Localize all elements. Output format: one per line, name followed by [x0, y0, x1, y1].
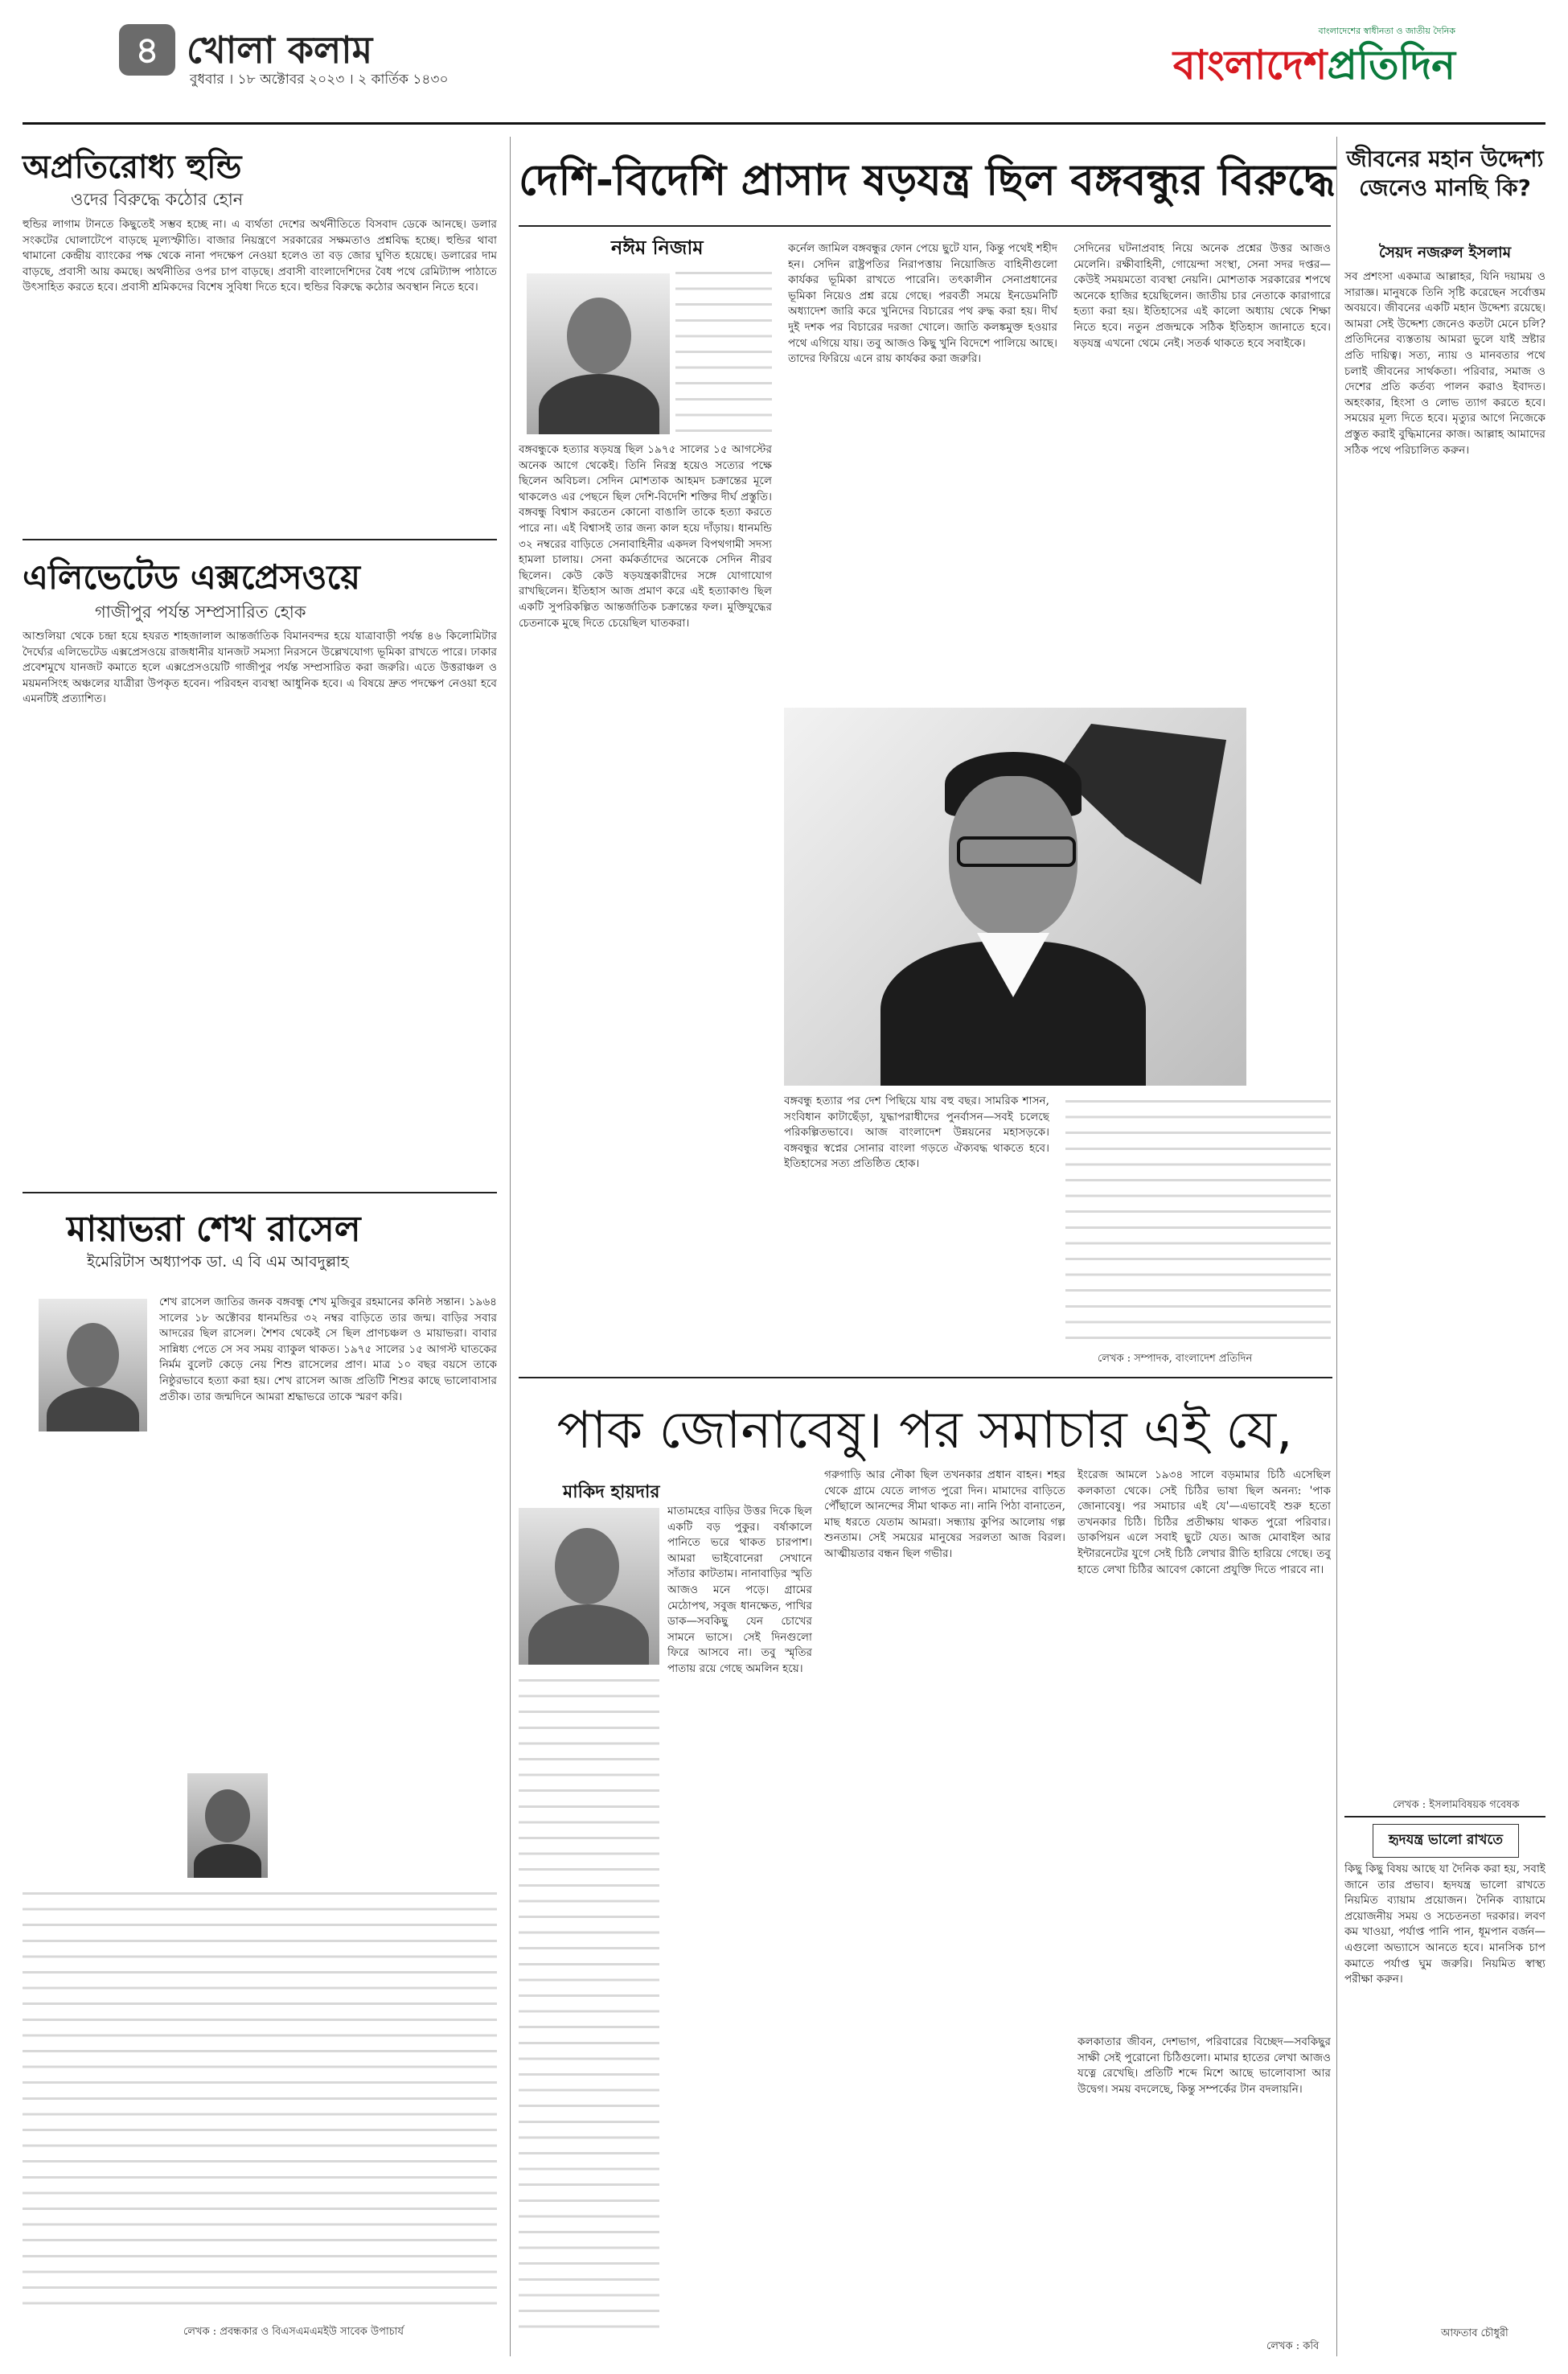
column-divider: [1336, 137, 1337, 2356]
right-column: [1344, 137, 1545, 2356]
main-body-col1: বঙ্গবন্ধুকে হত্যার ষড়যন্ত্র ছিল ১৯৭৫ সালের ১৫ আগস্টের অনেক আগে থেকেই। তিনি নিরস্ত্র হয়েও সত্যের পক্ষে ছিলেন অবিচল। সেদিন মোশতাক আহমদ চক্রান্তের মূলে থাকলেও এর পেছনে ছিল দেশি-বিদেশি শক্তির দীর্ঘ প্রস্তুতি। বঙ্গবন্ধু বিশ্বাস করতেন কোনো বাঙালি তাকে হত্যা করতে পারে না। এই বিশ্বাসই তার জন্য কাল হয়ে দাঁড়ায়। ধানমন্ডি ৩২ নম্বরের বাড়িতে সেনাবাহিনীর একদল বিপথগামী সদস্য হামলা চালায়। সেনা কর্মকর্তাদের অনেকে সেদিন নীরব ছিলেন। কেউ কেউ ষড়যন্ত্রকারীদের সঙ্গে যোগাযোগ রাখছিলেন। ইতিহাস আজ প্রমাণ করে এই হত্যাকাণ্ড ছিল একটি সুপরিকল্পিত আন্তর্জাতিক চক্রান্তের ফল। মুক্তিযুদ্ধের চেতনাকে মুছে দিতে চেয়েছিল ঘাতকরা।: [519, 443, 772, 630]
article3-signoff: লেখক : প্রবন্ধকার ও বিএসএমএমইউ সাবেক উপাচার্য: [183, 2326, 404, 2338]
page-number: ৪: [135, 28, 159, 72]
bottom-divider: [519, 1377, 1332, 1378]
divider: [1344, 1816, 1545, 1817]
right-author: সৈয়দ নজরুল ইসলাম: [1378, 244, 1512, 261]
article2-body: আশুলিয়া থেকে চন্দ্রা হয়ে হযরত শাহজালাল আন্তর্জাতিক বিমানবন্দর হয়ে যাত্রাবাড়ী পর্যন্ত ৪৬ কিলোমিটার দৈর্ঘ্যের এলিভেটেড এক্সপ্রেসওয়ে রাজধানীর যানজট সমস্যা নিরসনে উল্লেখযোগ্য ভূমিকা রাখতে পারে। ঢাকার প্রবেশমুখে যানজট কমাতে হলে এক্সপ্রেসওয়েটি গাজীপুর পর্যন্ত সম্প্রসারিত করা জরুরি। এতে উত্তরাঞ্চল ও ময়মনসিংহ অঞ্চলের যাত্রীরা উপকৃত হবেন। পরিবহন ব্যবস্থা আধুনিক হবে। এ বিষয়ে দ্রুত পদক্ষেপ নেওয়া হবে এমনটিই প্রত্যাশিত।: [23, 630, 497, 706]
masthead-tagline: বাংলাদেশের স্বাধীনতা ও জাতীয় দৈনিক: [1318, 26, 1455, 36]
masthead-part1: বাংলাদেশ: [1172, 42, 1328, 88]
right-body: সব প্রশংসা একমাত্র আল্লাহর, যিনি দয়াময় ও সারাজ্ঞ। মানুষকে তিনি সৃষ্টি করেছেন সর্বোত্তম অবয়বে। জীবনের একটি মহান উদ্দেশ্য রয়েছে। আমরা সেই উদ্দেশ্য জেনেও কতটা মেনে চলি? প্রতিদিনের ব্যস্ততায় আমরা ভুলে যাই স্রষ্টার প্রতি দায়িত্ব। সত্য, ন্যায় ও মানবতার পথে চলাই জীবনের সার্থকতা। পরিবার, সমাজ ও দেশের প্রতি কর্তব্য পালন করাও ইবাদত। অহংকার, হিংসা ও লোভ ত্যাগ করতে হবে। সময়ের মূল্য দিতে হবে। মৃত্যুর আগে নিজেকে প্রস্তুত করাই বুদ্ধিমানের কাজ। আল্লাহ আমাদের সঠিক পথে পরিচালিত করুন।: [1344, 270, 1545, 457]
author-shoulders: [47, 1387, 139, 1431]
article3-title: মায়াভরা শেখ রাসেল: [67, 1209, 361, 1250]
bottom-body-col1b: [519, 1673, 659, 2340]
child-shoulders: [194, 1844, 261, 1878]
main-body-col4: বঙ্গবন্ধু হত্যার পর দেশ পিছিয়ে যায় বহু বছর। সামরিক শাসন, সংবিধান কাটাছেঁড়া, যুদ্ধাপরাধীদের পুনর্বাসন—সবই চলেছে পরিকল্পিতভাবে। আজ বাংলাদেশ উন্নয়নের মহাসড়কে। বঙ্গবন্ধুর স্বপ্নের সোনার বাংলা গড়তে ঐক্যবদ্ধ থাকতে হবে। ইতিহাসের সত্য প্রতিষ্ঠিত হোক।: [784, 1095, 1049, 1171]
article1-body: হুন্ডির লাগাম টানতে কিছুতেই সম্ভব হচ্ছে না। এ ব্যর্থতা দেশের অর্থনীতিতে বিসবাদ ডেকে আনছে। ডলার সংকটের ঘোলাটেপে বাড়ছে মূল্যস্ফীতি। বাজার নিয়ন্ত্রণে সরকারের সক্ষমতাও প্রশ্নবিদ্ধ হচ্ছে। হুন্ডির থাবা থামানো কেন্দ্রীয় ব্যাংকের পক্ষ থেকে নানা পদক্ষেপ নেওয়া হলেও তা বড় জোর ঘুণিত হয়েছে। ডলারের দাম বাড়ছে, প্রবাসী আয় কমছে। অর্থনীতির ওপর চাপ বাড়ছে। প্রবাসী বাংলাদেশিদের বৈধ পথে রেমিট্যান্স পাঠাতে উৎসাহিত করতে হবে। প্রবাসী শ্রমিকদের বিশেষ সুবিধা দিতে হবে। হুন্ডির বিরুদ্ধে কঠোর অবস্থান নিতে হবে।: [23, 218, 497, 294]
bangabandhu-portrait: [784, 708, 1246, 1086]
byline-face: [555, 1528, 619, 1604]
box-body: কিছু কিছু বিষয় আছে যা দৈনিক করা হয়, সবাই জানে তার প্রভাব। হৃদযন্ত্র ভালো রাখতে নিয়মিত ব্যায়াম প্রয়োজন। দৈনিক ব্যায়ামে প্রয়োজনীয় সময় ও সচেতনতা দরকার। লবণ কম খাওয়া, পর্যাপ্ত পানি পান, ধূমপান বর্জন—এগুলো অভ্যাসে আনতে হবে। মানসিক চাপ কমাতে পর্যাপ্ত ঘুম জরুরি। নিয়মিত স্বাস্থ্য পরীক্ষা করুন।: [1344, 1863, 1545, 1986]
author-face: [67, 1323, 119, 1387]
main-body-col5: [1065, 1094, 1331, 1343]
portrait-background-shape: [1057, 724, 1226, 885]
date-line: বুধবার । ১৮ অক্টোবর ২০২৩ । ২ কার্তিক ১৪৩০: [190, 72, 449, 88]
sheikh-russell-photo: [187, 1773, 268, 1878]
left-column: [23, 137, 505, 2356]
bottom-signoff: লেখক : কবি: [1266, 2340, 1320, 2352]
byline-shoulders: [528, 1604, 649, 1665]
main-article: [519, 137, 1336, 1375]
main-body-col3: সেদিনের ঘটনাপ্রবাহ নিয়ে অনেক প্রশ্নের উত্তর আজও মেলেনি। রক্ষীবাহিনী, গোয়েন্দা সংস্থা, সেনা সদর দপ্তর—কেউই সময়মতো ব্যবস্থা নেয়নি। মোশতাক সরকারের শপথে অনেকে হাজির হয়েছিলেন। জাতীয় চার নেতাকে কারাগারে হত্যা করা হয়। ইতিহাসের এই কালো অধ্যায় থেকে শিক্ষা নিতে হবে। নতুন প্রজন্মকে সঠিক ইতিহাস জানাতে হবে। ষড়যন্ত্র এখনো থেমে নেই। সতর্ক থাকতে হবে সবাইকে।: [1073, 242, 1331, 350]
main-signoff: লেখক : সম্পাদক, বাংলাদেশ প্রতিদিন: [1098, 1353, 1253, 1365]
masthead-logo[interactable]: [1173, 35, 1455, 102]
bottom-body-col3: ইংরেজ আমলে ১৯৩৪ সালে বড়মামার চিঠি এসেছিল কলকাতা থেকে। সেই চিঠির ভাষা ছিল অনন্য: 'পাক জোনাবেষু। পর সমাচার এই যে'—এভাবেই শুরু হতো তখনকার চিঠি। চিঠির প্রতীক্ষায় থাকত পুরো পরিবার। ডাকপিয়ন এলে সবাই ছুটে যেত। আজ মোবাইল আর ইন্টারনেটের যুগে সেই চিঠি লেখার রীতি হারিয়ে গেছে। তবু হাতে লেখা চিঠির আবেগ কোনো প্রযুক্তি দিতে পারবে না।: [1077, 1468, 1331, 1576]
article1-title: অপ্রতিরোধ্য হুন্ডি: [23, 149, 242, 186]
main-body-col1-top: [675, 265, 772, 434]
main-byline: নঈম নিজাম: [611, 236, 704, 259]
main-headline: দেশি-বিদেশি প্রাসাদ ষড়যন্ত্র ছিল বঙ্গবন্ধুর বিরুদ্ধে: [519, 156, 1336, 205]
bottom-headline: পাক জোনাবেষু। পর সমাচার এই যে,: [556, 1401, 1293, 1460]
byline-photo: [527, 273, 670, 434]
article1-subtitle: ওদের বিরুদ্ধে কঠোর হোন: [71, 190, 244, 209]
bottom-body-col3b: কলকাতার জীবন, দেশভাগ, পরিবারের বিচ্ছেদ—সবকিছুর সাক্ষী সেই পুরোনো চিঠিগুলো। মামার হাতের লেখা আজও যত্নে রেখেছি। প্রতিটি শব্দে মিশে আছে ভালোবাসা আর উদ্বেগ। সময় বদলেছে, কিন্তু সম্পর্কের টান বদলায়নি।: [1077, 2035, 1331, 2096]
bottom-body-col2: গরুগাড়ি আর নৌকা ছিল তখনকার প্রধান বাহন। শহর থেকে গ্রামে যেতে লাগত পুরো দিন। মামাদের বাড়িতে পৌঁছালে আনন্দের সীমা থাকত না। নানি পিঠা বানাতেন, মাছ ধরতে যেতাম আমরা। সন্ধ্যায় কুপির আলোয় গল্প শুনতাম। সেই সময়ের মানুষের সরলতা আজ বিরল। আত্মীয়তার বন্ধন ছিল গভীর।: [824, 1468, 1065, 1560]
article3-body-cont: [23, 1886, 497, 2312]
portrait-glasses: [957, 836, 1076, 867]
byline-face: [567, 298, 631, 374]
header-rule: [23, 122, 1545, 125]
column-divider: [510, 137, 511, 2356]
bottom-body-col1: মাতামহের বাড়ির উত্তর দিকে ছিল একটি বড় পুকুর। বর্ষাকালে পানিতে ভরে থাকত চারপাশ। আমরা ভাইবোনেরা সেখানে সাঁতার কাটতাম। নানাবাড়ির স্মৃতি আজও মনে পড়ে। গ্রামের মেঠোপথ, সবুজ ধানক্ষেত, পাখির ডাক—সবকিছু যেন চোখের সামনে ভাসে। সেই দিনগুলো ফিরে আসবে না। তবু স্মৃতির পাতায় রয়ে গেছে অমলিন হয়ে।: [667, 1505, 812, 1675]
article3-author: ইমেরিটাস অধ্যাপক ডা. এ বি এম আবদুল্লাহ: [87, 1253, 349, 1271]
article2-title: এলিভেটেড এক্সপ্রেসওয়ে: [23, 557, 361, 597]
byline-photo: [519, 1508, 659, 1665]
page-number-box: [119, 24, 175, 76]
main-body-col2: কর্নেল জামিল বঙ্গবন্ধুর ফোন পেয়ে ছুটে যান, কিন্তু পথেই শহীদ হন। সেদিন রাষ্ট্রপতির নিরাপত্তায় নিয়োজিত বাহিনীগুলো কার্যকর ভূমিকা রাখতে পারেনি। তৎকালীন সেনাপ্রধানের ভূমিকা নিয়েও প্রশ্ন রয়ে গেছে। পরবর্তী সময়ে ইনডেমনিটি অধ্যাদেশ জারি করে খুনিদের বিচারের পথ রুদ্ধ করা হয়। দীর্ঘ দুই দশক পর বিচারের দরজা খোলে। জাতি কলঙ্কমুক্ত হওয়ার পথে এগিয়ে যায়। তবু আজও কিছু খুনি বিদেশে পালিয়ে আছে। তাদের ফিরিয়ে এনে রায় কার্যকর করা জরুরি।: [788, 242, 1057, 366]
section-title: খোলা কলাম: [187, 28, 373, 72]
box-signoff: আফতাব চৌধুরী: [1441, 2327, 1508, 2339]
bottom-byline: মাকিদ হায়দার: [563, 1482, 660, 1502]
masthead-part2: প্রতিদিন: [1327, 42, 1455, 88]
divider: [23, 539, 497, 540]
article2-subtitle: গাজীপুর পর্যন্ত সম্প্রসারিত হোক: [95, 602, 306, 622]
child-face: [205, 1789, 250, 1842]
divider: [23, 1192, 497, 1193]
author-photo: [39, 1299, 147, 1431]
headline-rule: [519, 225, 1331, 227]
bottom-article: [519, 1383, 1332, 2356]
article3-body: শেখ রাসেল জাতির জনক বঙ্গবন্ধু শেখ মুজিবুর রহমানের কনিষ্ঠ সন্তান। ১৯৬৪ সালের ১৮ অক্টোবর ধানমন্ডির ৩২ নম্বর বাড়িতে তার জন্ম। বাড়ির সবার আদরের ছিল রাসেল। শৈশব থেকেই সে ছিল প্রাণচঞ্চল ও মায়াভরা। বাবার সান্নিধ্য পেতে সে সব সময় ব্যাকুল থাকত। ১৯৭৫ সালের ১৫ আগস্ট ঘাতকের নির্মম বুলেট কেড়ে নেয় শিশু রাসেলের প্রাণ। মাত্র ১০ বছর বয়সে তাকে নিষ্ঠুরভাবে হত্যা করা হয়। শেখ রাসেল আজ প্রতিটি শিশুর কাছে ভালোবাসার প্রতীক। তার জন্মদিনে আমরা শ্রদ্ধাভরে তাকে স্মরণ করি।: [159, 1296, 497, 1403]
right-title: জীবনের মহান উদ্দেশ্য জেনেও মানছি কি?: [1346, 146, 1544, 201]
box-title: হৃদযন্ত্র ভালো রাখতে: [1373, 1824, 1519, 1858]
byline-shoulders: [539, 374, 659, 434]
right-signoff: লেখক : ইসলামবিষয়ক গবেষক: [1393, 1799, 1520, 1811]
